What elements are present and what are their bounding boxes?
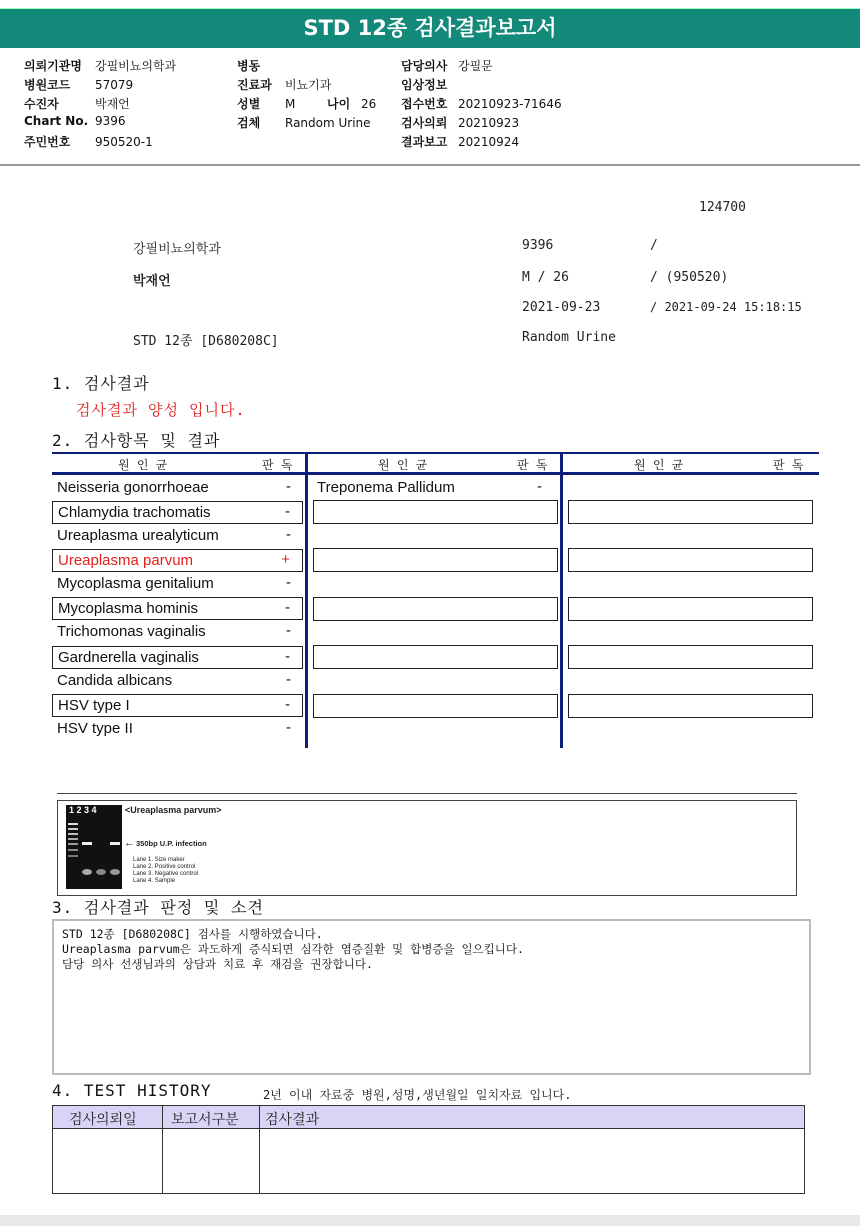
info-key: 성별 xyxy=(237,97,261,111)
age-key: 나이 xyxy=(327,97,351,111)
table-row xyxy=(52,573,303,596)
report-code: 124700 xyxy=(699,200,746,215)
info-value: 950520-1 xyxy=(95,135,153,149)
gel-title: <Ureaplasma parvum> xyxy=(125,805,222,815)
col-head-result: 판 독 xyxy=(773,458,804,472)
report-title: STD 12종 검사결과보고서 xyxy=(303,16,557,40)
empty-cell xyxy=(313,548,558,572)
header-right-info xyxy=(401,57,562,152)
gel-lane-item: Lane 4. Sample xyxy=(133,878,176,884)
organism-result: - xyxy=(537,478,542,495)
col-head-name: 원 인 균 xyxy=(118,458,168,472)
report-slash: / xyxy=(650,238,658,253)
info-key: 병동 xyxy=(237,59,261,73)
col-head-name: 원 인 균 xyxy=(378,458,428,472)
empty-cell xyxy=(568,694,813,718)
info-value: 20210924 xyxy=(458,135,520,149)
gel-top-line xyxy=(57,793,797,794)
info-key: Chart No. xyxy=(24,114,89,128)
positive-message: 검사결과 양성 입니다. xyxy=(76,401,246,419)
info-value: M xyxy=(285,97,296,111)
info-key: 검사의뢰 xyxy=(401,116,448,130)
table-row xyxy=(52,525,303,548)
history-header: 보고서구분 xyxy=(171,1112,239,1128)
info-key: 접수번호 xyxy=(401,97,448,111)
gel-band-label: 350bp U.P. infection xyxy=(136,839,207,848)
organism-name: Candida albicans xyxy=(57,672,173,689)
header-left-info xyxy=(24,57,176,152)
info-value: 비뇨기과 xyxy=(285,78,332,92)
organism-name: HSV type II xyxy=(57,720,133,737)
info-value: 57079 xyxy=(95,78,134,92)
history-header: 검사의뢰일 xyxy=(69,1112,137,1128)
info-key: 결과보고 xyxy=(401,135,448,149)
organism-result: + xyxy=(281,551,290,568)
organism-result: - xyxy=(285,696,290,713)
history-table xyxy=(52,1105,805,1194)
report-specimen: Random Urine xyxy=(522,330,616,345)
info-value: 20210923 xyxy=(458,116,520,130)
info-key: 의뢰기관명 xyxy=(24,59,82,73)
organism-name: Mycoplasma hominis xyxy=(58,600,199,617)
history-header: 검사결과 xyxy=(265,1112,320,1128)
title-bar xyxy=(0,0,860,50)
info-value: 20210923-71646 xyxy=(458,97,562,111)
report-date-reported: / 2021-09-24 15:18:15 xyxy=(650,300,802,314)
history-col-divider xyxy=(259,1106,260,1193)
empty-cell xyxy=(313,597,558,621)
table-top-rule xyxy=(52,452,819,454)
organism-result: - xyxy=(286,719,291,736)
gel-lane-legend xyxy=(133,857,198,885)
table-row xyxy=(52,718,303,741)
empty-cell xyxy=(568,500,813,524)
report-birth: / (950520) xyxy=(650,270,729,285)
report-chart: 9396 xyxy=(522,238,554,253)
organism-result: - xyxy=(286,574,291,591)
organism-result: - xyxy=(285,648,290,665)
gel-lane-item: Lane 2. Positive control xyxy=(133,864,196,870)
section3-title: 3. 검사결과 판정 및 소견 xyxy=(52,898,264,917)
report-test: STD 12종 [D680208C] xyxy=(133,334,279,349)
table-row xyxy=(52,477,303,500)
info-value: 9396 xyxy=(95,114,126,128)
gel-lane-item: Lane 1. Size maker xyxy=(133,857,185,863)
section2-title: 2. 검사항목 및 결과 xyxy=(52,431,221,450)
age-value: 26 xyxy=(361,97,377,111)
organism-name: Chlamydia trachomatis xyxy=(58,504,211,521)
organism-name: Gardnerella vaginalis xyxy=(58,649,199,666)
organism-result: - xyxy=(285,503,290,520)
table-row xyxy=(52,621,303,644)
organism-name: Ureaplasma urealyticum xyxy=(57,527,219,544)
info-key: 임상정보 xyxy=(401,78,448,92)
empty-cell xyxy=(313,694,558,718)
table-divider-1 xyxy=(305,452,308,748)
bottom-band xyxy=(0,1215,860,1226)
header-divider xyxy=(0,164,860,166)
organism-name: Neisseria gonorrhoeae xyxy=(57,479,209,496)
history-header-row xyxy=(53,1106,804,1129)
empty-cell xyxy=(568,597,813,621)
section4-title: 4. TEST HISTORY xyxy=(52,1081,212,1100)
history-col-divider xyxy=(162,1106,163,1193)
info-key: 진료과 xyxy=(237,78,272,92)
table-row xyxy=(52,670,303,693)
comment-line: Ureaplasma parvum은 과도하게 증식되면 심각한 염증질환 및 합병증을 일으킵니다. xyxy=(62,942,524,956)
info-key: 수진자 xyxy=(24,97,59,111)
arrow-icon: ← xyxy=(124,837,135,849)
info-key: 담당의사 xyxy=(401,59,448,73)
organism-result: - xyxy=(285,599,290,616)
organism-result: - xyxy=(286,671,291,688)
table-row xyxy=(52,597,303,620)
table-row xyxy=(52,694,303,717)
report-patient: 박재언 xyxy=(133,274,171,289)
section1-title: 1. 검사결과 xyxy=(52,374,150,393)
info-key: 병원코드 xyxy=(24,78,71,92)
report-clinic: 강필비뇨의학과 xyxy=(133,242,221,257)
comment-line: 담당 의사 선생님과의 상담과 치료 후 재검을 권장합니다. xyxy=(62,957,373,971)
table-row xyxy=(52,646,303,669)
empty-cell xyxy=(568,645,813,669)
empty-cell xyxy=(313,500,558,524)
organism-result: - xyxy=(286,478,291,495)
organism-name: Treponema Pallidum xyxy=(317,479,455,496)
comment-box xyxy=(52,919,811,1075)
info-value: Random Urine xyxy=(285,116,371,130)
gel-lane-numbers: 1 2 3 4 xyxy=(69,805,97,815)
col-head-result: 판 독 xyxy=(262,458,293,472)
comment-line: STD 12종 [D680208C] 검사를 시행하였습니다. xyxy=(62,927,323,941)
organism-name: Trichomonas vaginalis xyxy=(57,623,206,640)
info-key: 검체 xyxy=(237,116,261,130)
gel-bands xyxy=(66,805,122,889)
organism-name: Mycoplasma genitalium xyxy=(57,575,214,592)
table-row xyxy=(52,501,303,524)
empty-cell xyxy=(313,645,558,669)
organism-name: HSV type I xyxy=(58,697,130,714)
info-value: 강필비뇨의학과 xyxy=(95,59,177,73)
history-note: 2년 이내 자료중 병원,성명,생년월일 일치자료 입니다. xyxy=(263,1088,572,1102)
info-value: 강필문 xyxy=(458,59,493,73)
organism-name: Ureaplasma parvum xyxy=(58,552,194,569)
table-row-positive xyxy=(52,549,303,572)
gel-electrophoresis-image xyxy=(66,805,122,889)
header-middle-info xyxy=(237,57,376,133)
report-date-requested: 2021-09-23 xyxy=(522,300,601,315)
organism-result: - xyxy=(286,622,291,639)
report-sex-age: M / 26 xyxy=(522,270,569,285)
col-head-result: 판 독 xyxy=(517,458,548,472)
gel-lane-item: Lane 3. Negative control xyxy=(133,871,199,877)
table-row xyxy=(312,477,558,500)
empty-cell xyxy=(568,548,813,572)
organism-result: - xyxy=(286,526,291,543)
info-value: 박재언 xyxy=(95,97,130,111)
table-divider-2 xyxy=(560,452,563,748)
col-head-name: 원 인 균 xyxy=(634,458,684,472)
info-key: 주민번호 xyxy=(24,135,71,149)
